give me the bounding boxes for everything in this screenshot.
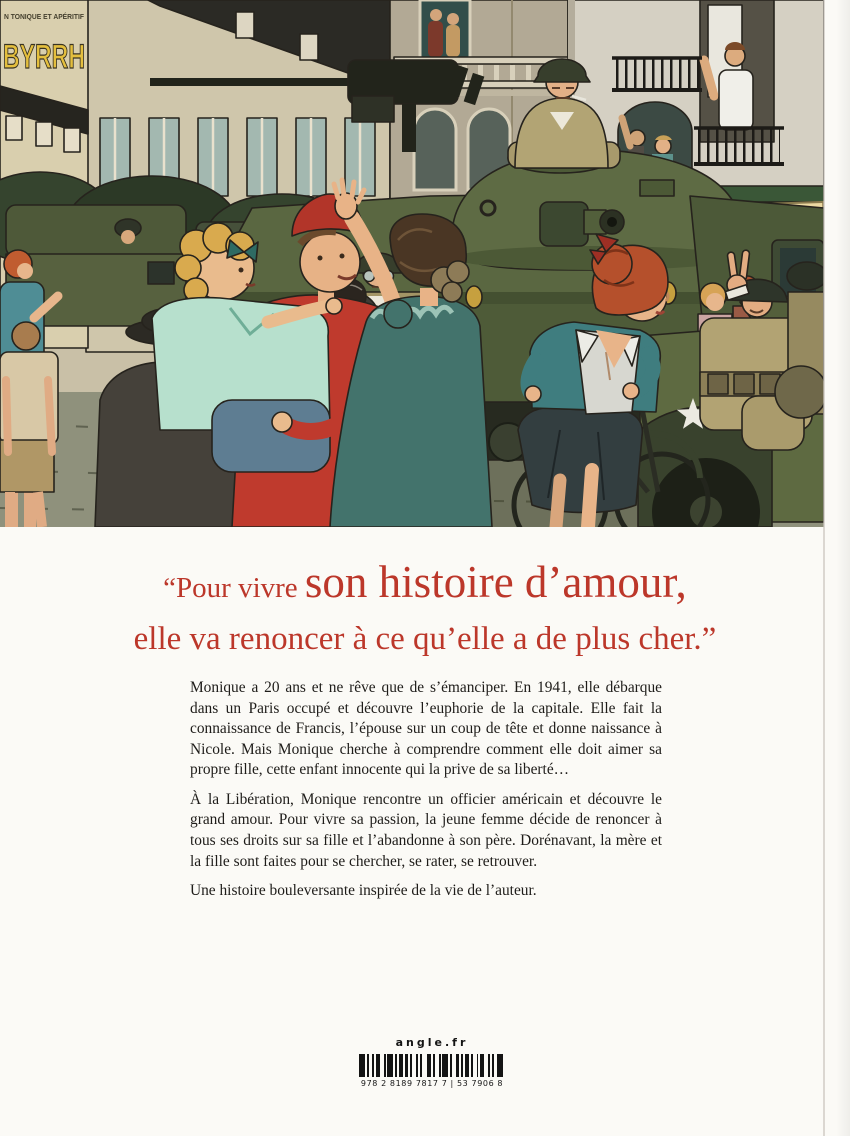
back-cover-illustration [0,0,824,527]
dark-skirt [518,408,642,513]
quote-emphasis: son histoire d’amour, [304,557,687,607]
window-man-tank-top [700,0,774,142]
tagline-quote [0,556,850,659]
mother-face [300,232,360,292]
byrrh-sign: BYRRH [3,38,85,76]
quote-line-2: elle va renoncer à ce qu’elle a de plus cher.” [133,621,717,657]
synopsis-paragraph-1: Monique a 20 ans et ne rêve que de s’émanciper. En 1941, elle débarque dans un Paris occupé et découvre l’euphorie de la capitale. Elle fait la connaissance de Francis, l’épouse sur un coup de tête et donne naissance à Nicole. Mais Monique cherche à comprendre comment elle doit aimer sa propre fille, cette enfant innocente qui la prive de sa liberté… [190,679,662,779]
scan-page-edge [823,0,825,1136]
synopsis-paragraph-2: À la Libération, Monique rencontre un officier américain et découvre le grand amour. Pour vivre sa passion, la jeune femme décide de renoncer à tous ses droits sur sa fille et l’abandonne à son père. Dorénavant, la mère et la fille sont faites pour se chercher, se rater, se retrouver. [190,790,662,870]
isbn-number: 978 2 8189 7817 7 | 53 7906 8 [360,1079,504,1088]
quote-prefix: “Pour vivre [163,572,305,604]
publisher-logo: angle.fr [395,1036,469,1049]
synopsis [190,678,662,911]
synopsis-paragraph-3: Une histoire bouleversante inspirée de la vie de l’auteur. [190,882,537,900]
footer [352,1036,512,1088]
byrrh-tagline: N TONIQUE ET APÉRITIF [4,12,85,21]
hull-lamp [466,286,482,308]
quote-line-1 [0,556,850,619]
arched-window [414,109,456,190]
window-couple [420,0,470,58]
barcode [357,1054,507,1077]
scan-shadow [836,0,850,1136]
